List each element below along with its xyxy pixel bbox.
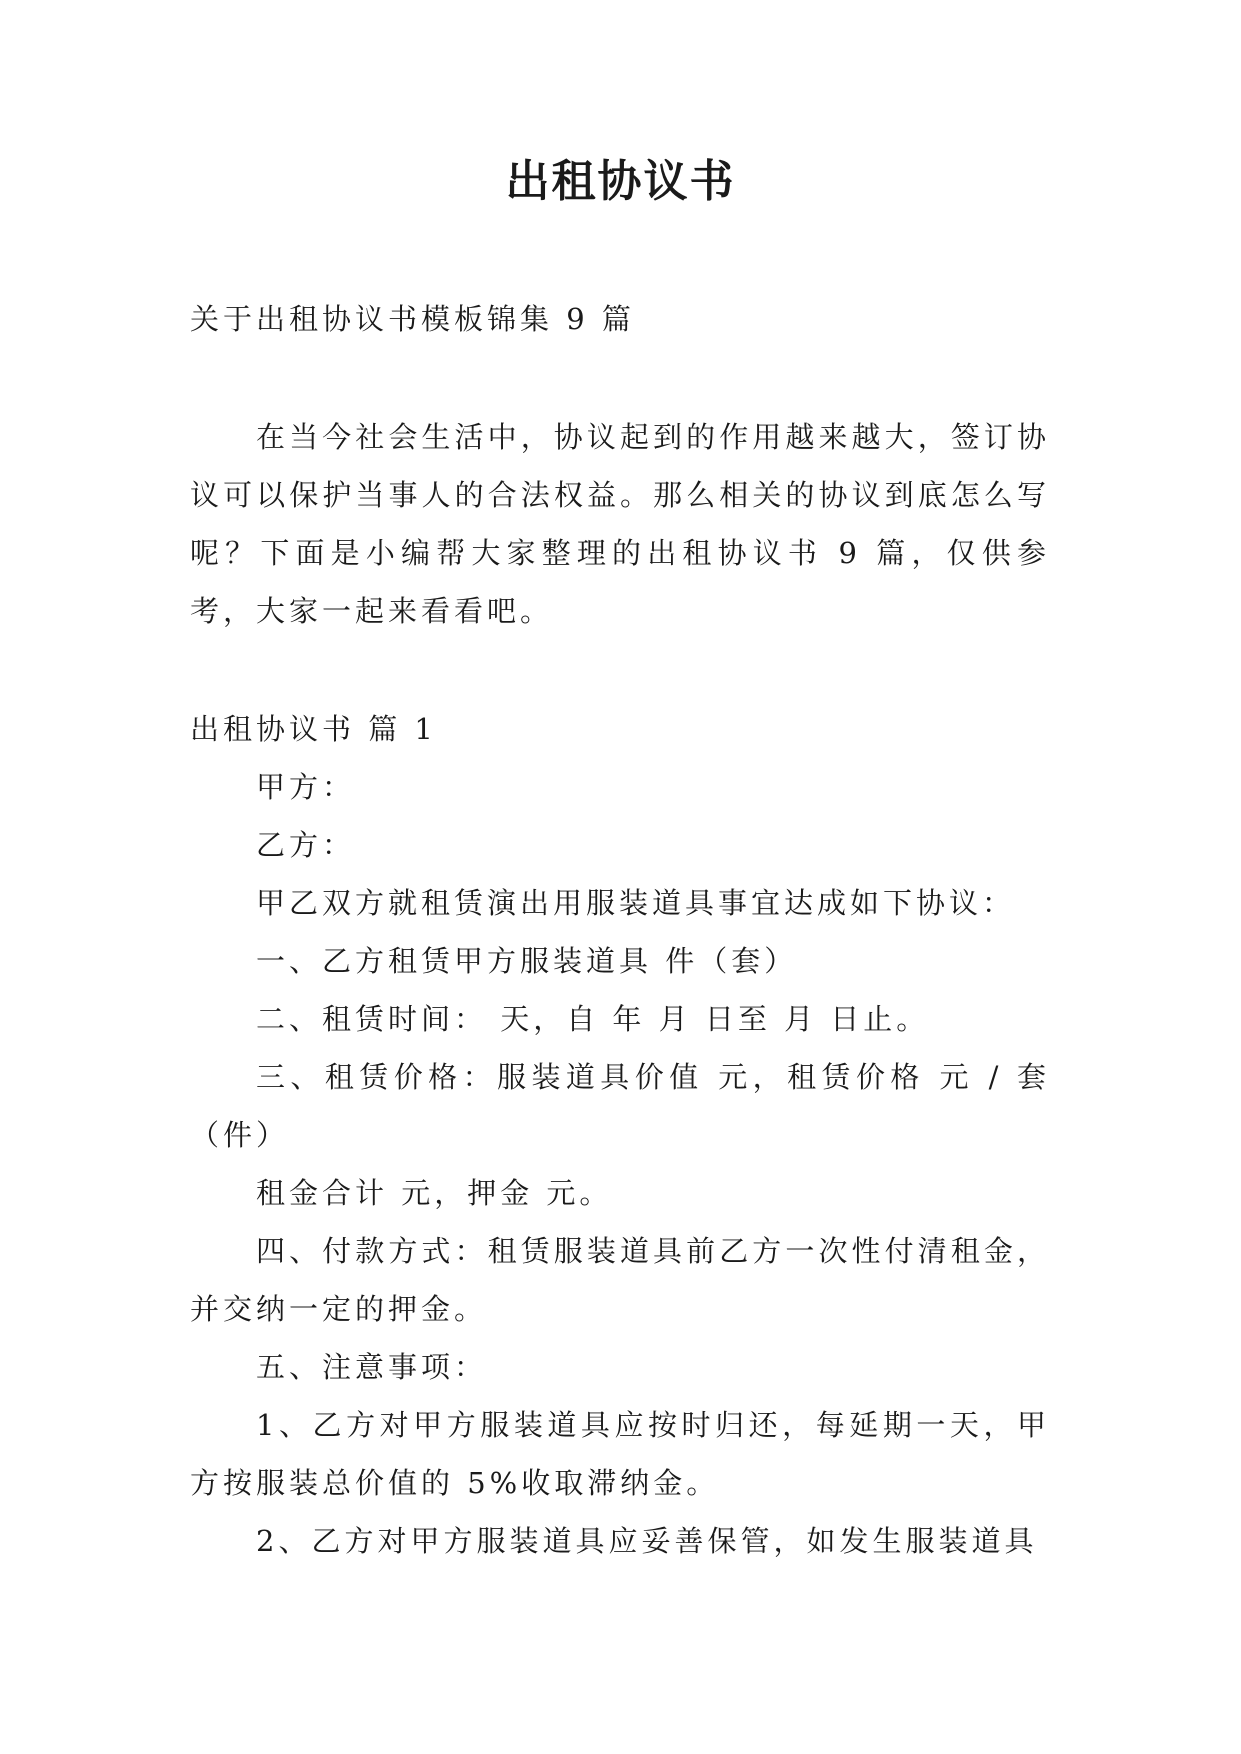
- section-heading: 出租协议书 篇 1: [190, 712, 437, 746]
- note-2: 2、乙方对甲方服装道具应妥善保管，如发生服装道具: [256, 1524, 1038, 1558]
- intro-paragraph: 在当今社会生活中，协议起到的作用越来越大，签订协议可以保护当事人的合法权益。那么相关的协议到底怎么写呢？下面是小编帮大家整理的出租协议书 9 篇，仅供参考，大家一起来看看吧。: [190, 420, 1050, 628]
- clause-2: 二、租赁时间： 天，自 年 月 日至 月 日止。: [256, 1002, 930, 1036]
- party-a-line: 甲方：: [256, 770, 356, 804]
- clause-4: 四、付款方式：租赁服装道具前乙方一次性付清租金，并交纳一定的押金。: [190, 1234, 1050, 1326]
- clause-3-total: 租金合计 元，押金 元。: [256, 1176, 613, 1210]
- agreement-preamble: 甲乙双方就租赁演出用服装道具事宜达成如下协议：: [256, 886, 1016, 920]
- clause-3: 三、租赁价格：服装道具价值 元，租赁价格 元 / 套（件）: [190, 1060, 1050, 1152]
- clause-1: 一、乙方租赁甲方服装道具 件（套）: [256, 944, 798, 978]
- party-b-line: 乙方：: [256, 828, 356, 862]
- document-title: 出租协议书: [505, 156, 736, 207]
- note-1: 1、乙方对甲方服装道具应按时归还，每延期一天，甲方按服装总价值的 5%收取滞纳金。: [190, 1408, 1050, 1500]
- document-body: [190, 290, 1050, 1570]
- document-subtitle: 关于出租协议书模板锦集 9 篇: [190, 302, 635, 336]
- clause-5-heading: 五、注意事项：: [256, 1350, 488, 1384]
